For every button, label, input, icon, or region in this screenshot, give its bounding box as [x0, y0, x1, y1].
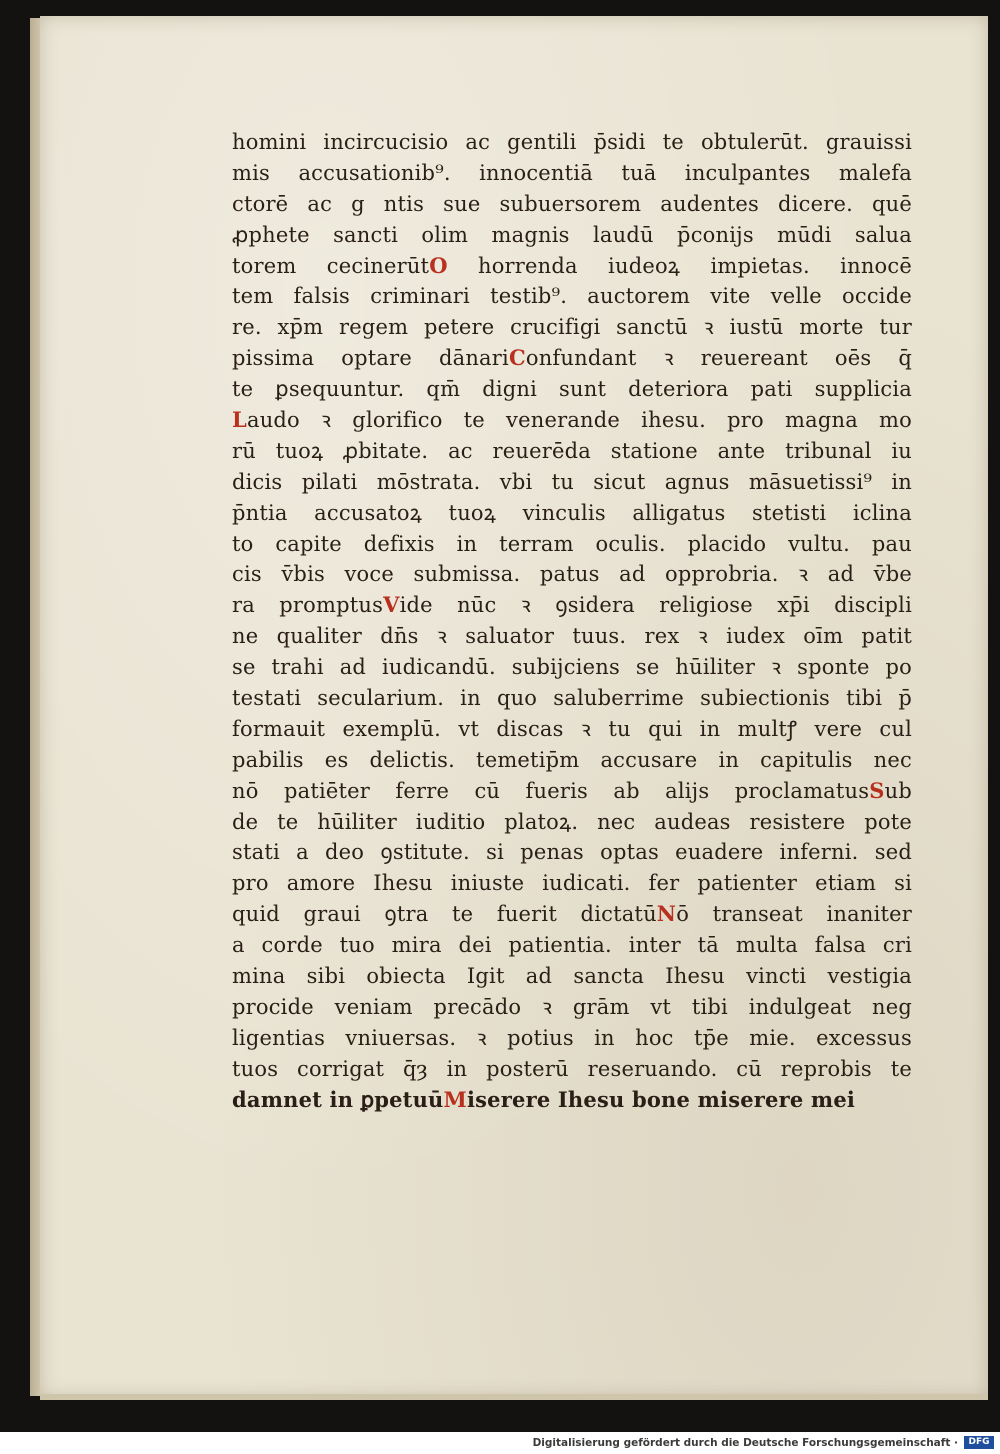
rubricated-initial: N	[656, 901, 677, 927]
line-text: re. xp̄m regem petere crucifigi sanctū	[232, 315, 688, 340]
text-line	[232, 436, 912, 467]
funding-credit: Digitalisierung gefördert durch die Deutsche Forschungsgemeinschaft ·	[532, 1437, 958, 1449]
line-text: procide veniam precādo ꝛ grām vt tibi indulgeat neg	[232, 994, 912, 1019]
rubricated-initial: L	[232, 407, 247, 433]
text-line	[232, 498, 912, 529]
line-text: se trahi ad iudicandū. subijciens se hūiliter ꝛ sponte po	[232, 655, 912, 680]
line-text: pro amore Ihesu iniuste iudicati. fer patienter etiam si	[232, 871, 912, 896]
line-text: damnet in ꝑpetuū	[232, 1086, 444, 1112]
text-line	[232, 1085, 912, 1116]
text-line	[232, 961, 912, 992]
line-text: nō patiēter ferre cū fueris ab alijs proclamatus	[232, 778, 870, 803]
text-line	[232, 868, 912, 899]
line-text: stati a deo ꝯstitute. si penas optas euadere inferni. sed	[232, 840, 912, 865]
line-text: rū tuoꝝ ꝓbitate. ac reuerēda statione ante tribunal iu	[232, 438, 912, 463]
text-line	[232, 158, 912, 189]
text-line	[232, 467, 912, 498]
line-text: torem cecinerūt	[232, 253, 430, 278]
text-line	[232, 899, 912, 930]
line-text: ide nūc ꝛ ꝯsidera religiose xp̄i discipli	[399, 593, 913, 618]
line-text: p̄ntia accusatoꝝ tuoꝝ vinculis alligatus stetisti iclina	[232, 500, 912, 525]
line-text: ꝛ iustū morte tur	[687, 315, 912, 340]
text-line	[232, 992, 912, 1023]
text-line	[232, 405, 912, 436]
rubricated-initial: C	[508, 345, 526, 371]
page-bottom-edge	[40, 1394, 988, 1400]
line-text: de te hūiliter iuditio platoꝝ. nec audeas resistere pote	[232, 809, 912, 834]
line-text: pissima optare dānari	[232, 346, 509, 371]
text-line	[232, 127, 912, 158]
line-text: mina sibi obiecta Igit ad sancta Ihesu vincti vestigia	[232, 964, 912, 989]
text-line	[232, 745, 912, 776]
line-text: ligentias vniuersas. ꝛ potius in hoc tp̄e mie. excessus	[232, 1025, 912, 1050]
text-line	[232, 220, 912, 251]
line-text: tuos corrigat q̄ȝ in posterū reseruando. cū reprobis te	[232, 1056, 912, 1081]
text-line	[232, 652, 912, 683]
text-line	[232, 374, 912, 405]
text-line	[232, 776, 912, 807]
line-text: to capite defixis in terram oculis. placido vultu. pau	[232, 531, 912, 556]
line-text: onfundant ꝛ reuereant oēs q̄	[525, 346, 912, 371]
text-line	[232, 529, 912, 560]
text-line	[232, 621, 912, 652]
line-text: tem falsis criminari testib⁹. auctorem vite velle occide	[232, 284, 912, 309]
line-text: ra promptus	[232, 593, 384, 618]
line-text: dicis pilati mōstrata. vbi tu sicut agnus māsuetissi⁹ in	[232, 469, 912, 494]
text-line	[232, 1023, 912, 1054]
text-line	[232, 312, 912, 343]
dfg-logo-icon: DFG	[964, 1436, 994, 1449]
line-text: ub	[884, 778, 912, 803]
line-text: pabilis es delictis. temetip̄m accusare in capitulis nec	[232, 747, 912, 772]
line-text: ne qualiter dn̄s ꝛ saluator tuus. rex ꝛ iudex oīm patit	[232, 624, 912, 649]
text-line	[232, 1054, 912, 1085]
rubricated-initial: O	[429, 252, 448, 278]
text-column	[232, 127, 912, 1116]
rubricated-initial: V	[383, 592, 400, 618]
text-line	[232, 189, 912, 220]
text-line	[232, 559, 912, 590]
line-text: ō transeat inaniter	[676, 902, 912, 927]
line-text: audo ꝛ glorifico te venerande ihesu. pro magna mo	[246, 408, 912, 433]
line-text: testati secularium. in quo saluberrime subiectionis tibi p̄	[232, 686, 912, 711]
text-line	[232, 683, 912, 714]
text-line	[232, 590, 912, 621]
line-text: ctorē ac g ntis sue subuersorem audentes dicere. quē	[232, 191, 912, 216]
line-text: homini incircucisio ac gentili p̄sidi te obtulerūt. grauissi	[232, 130, 912, 154]
line-text: iserere Ihesu bone miserere mei	[466, 1086, 856, 1112]
text-line	[232, 837, 912, 868]
line-text: a corde tuo mira dei patientia. inter tā multa falsa cri	[232, 933, 912, 958]
line-text: mis accusationib⁹. innocentiā tuā inculpantes malefa	[232, 160, 912, 185]
rubricated-initial: S	[869, 777, 885, 803]
line-text: te ꝑsequuntur. qm̄ digni sunt deteriora pati supplicia	[232, 377, 912, 402]
line-text: formauit exemplū. vt discas ꝛ tu qui in multꝭ vere cul	[232, 716, 912, 741]
line-text: horrenda iudeoꝝ impietas. innocē	[447, 253, 912, 278]
line-text: cis v̄bis voce submissa. patus ad opprobria. ꝛ ad v̄be	[232, 562, 912, 587]
text-line	[232, 281, 912, 312]
text-line	[232, 807, 912, 838]
line-text: quid graui ꝯtra te fuerit dictatū	[232, 902, 657, 927]
text-line	[232, 343, 912, 374]
text-line	[232, 251, 912, 282]
footer-bar	[0, 1432, 1000, 1454]
text-line	[232, 714, 912, 745]
rubricated-initial: M	[443, 1086, 467, 1112]
line-text: ꝓphete sancti olim magnis laudū p̄conijs mūdi salua	[232, 222, 912, 247]
text-line	[232, 930, 912, 961]
